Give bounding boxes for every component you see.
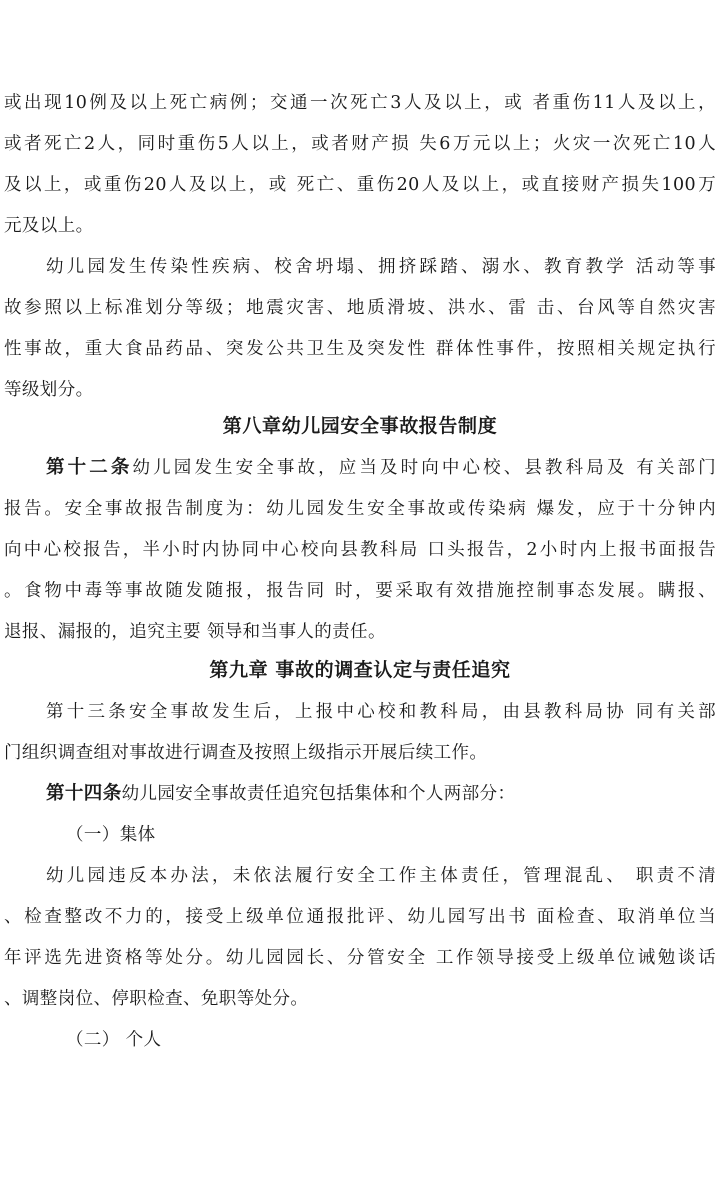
text-line: 年评选先进资格等处分。幼儿园园长、分管安全 工作领导接受上级单位诫勉谈话 — [4, 948, 716, 968]
text-line: 门组织调查组对事故进行调查及按照上级指示开展后续工作。 — [4, 743, 488, 763]
text-line: 。食物中毒等事故随发随报，报告同 时，要采取有效措施控制事态发展。瞒报、 — [4, 581, 716, 601]
text-line: 退报、漏报的，追究主要 领导和当事人的责任。 — [4, 622, 386, 642]
section-title: （二） 个人 — [66, 1030, 162, 1050]
text-line: 幼儿园发生传染性疾病、校舍坍塌、拥挤踩踏、溺水、教育教学 活动等事 — [46, 257, 716, 277]
text-span: 幼儿园安全事故责任追究包括集体和个人两部分： — [121, 784, 516, 804]
text-line: 或者死亡2人，同时重伤5人以上，或者财产损 失6万元以上；火灾一次死亡10人 — [4, 134, 716, 154]
article-label: 第十四条 — [46, 783, 122, 804]
chapter-title: 第八章幼儿园安全事故报告制度 — [222, 415, 498, 437]
text-line: 元及以上。 — [4, 216, 94, 236]
text-line: 或出现10例及以上死亡病例；交通一次死亡3人及以上，或 者重伤11人及以上， — [4, 93, 716, 113]
text-line: 向中心校报告，半小时内协同中心校向县教科局 口头报告，2小时内上报书面报告 — [4, 540, 716, 560]
text-line: 等级划分。 — [4, 380, 94, 400]
article-14-line — [46, 781, 716, 807]
text-line: 幼儿园违反本办法，未依法履行安全工作主体责任，管理混乱、 职责不清 — [46, 866, 716, 886]
text-line: 第十三条安全事故发生后，上报中心校和教科局，由县教科局协 同有关部 — [46, 702, 716, 722]
text-line: 、调整岗位、停职检查、免职等处分。 — [4, 989, 309, 1009]
text-span: 幼儿园发生安全事故，应当及时向中心校、县教科局及 有关部门 — [132, 458, 716, 478]
chapter-title: 第九章 事故的调查认定与责任追究 — [209, 659, 511, 681]
text-line: 故参照以上标准划分等级；地震灾害、地质滑坡、洪水、雷 击、台风等自然灾害 — [4, 298, 716, 318]
text-line: 及以上，或重伤20人及以上，或 死亡、重伤20人及以上，或直接财产损失100万 — [4, 175, 716, 195]
article-label: 第十二条 — [46, 457, 133, 478]
text-line: 、检查整改不力的，接受上级单位通报批评、幼儿园写出书 面检查、取消单位当 — [4, 907, 716, 927]
section-title: （一）集体 — [66, 825, 156, 845]
article-12-first-line — [46, 455, 716, 481]
text-line: 性事故，重大食品药品、突发公共卫生及突发性 群体性事件，按照相关规定执行 — [4, 339, 716, 359]
text-line: 报告。安全事故报告制度为：幼儿园发生安全事故或传染病 爆发，应于十分钟内 — [4, 499, 716, 519]
